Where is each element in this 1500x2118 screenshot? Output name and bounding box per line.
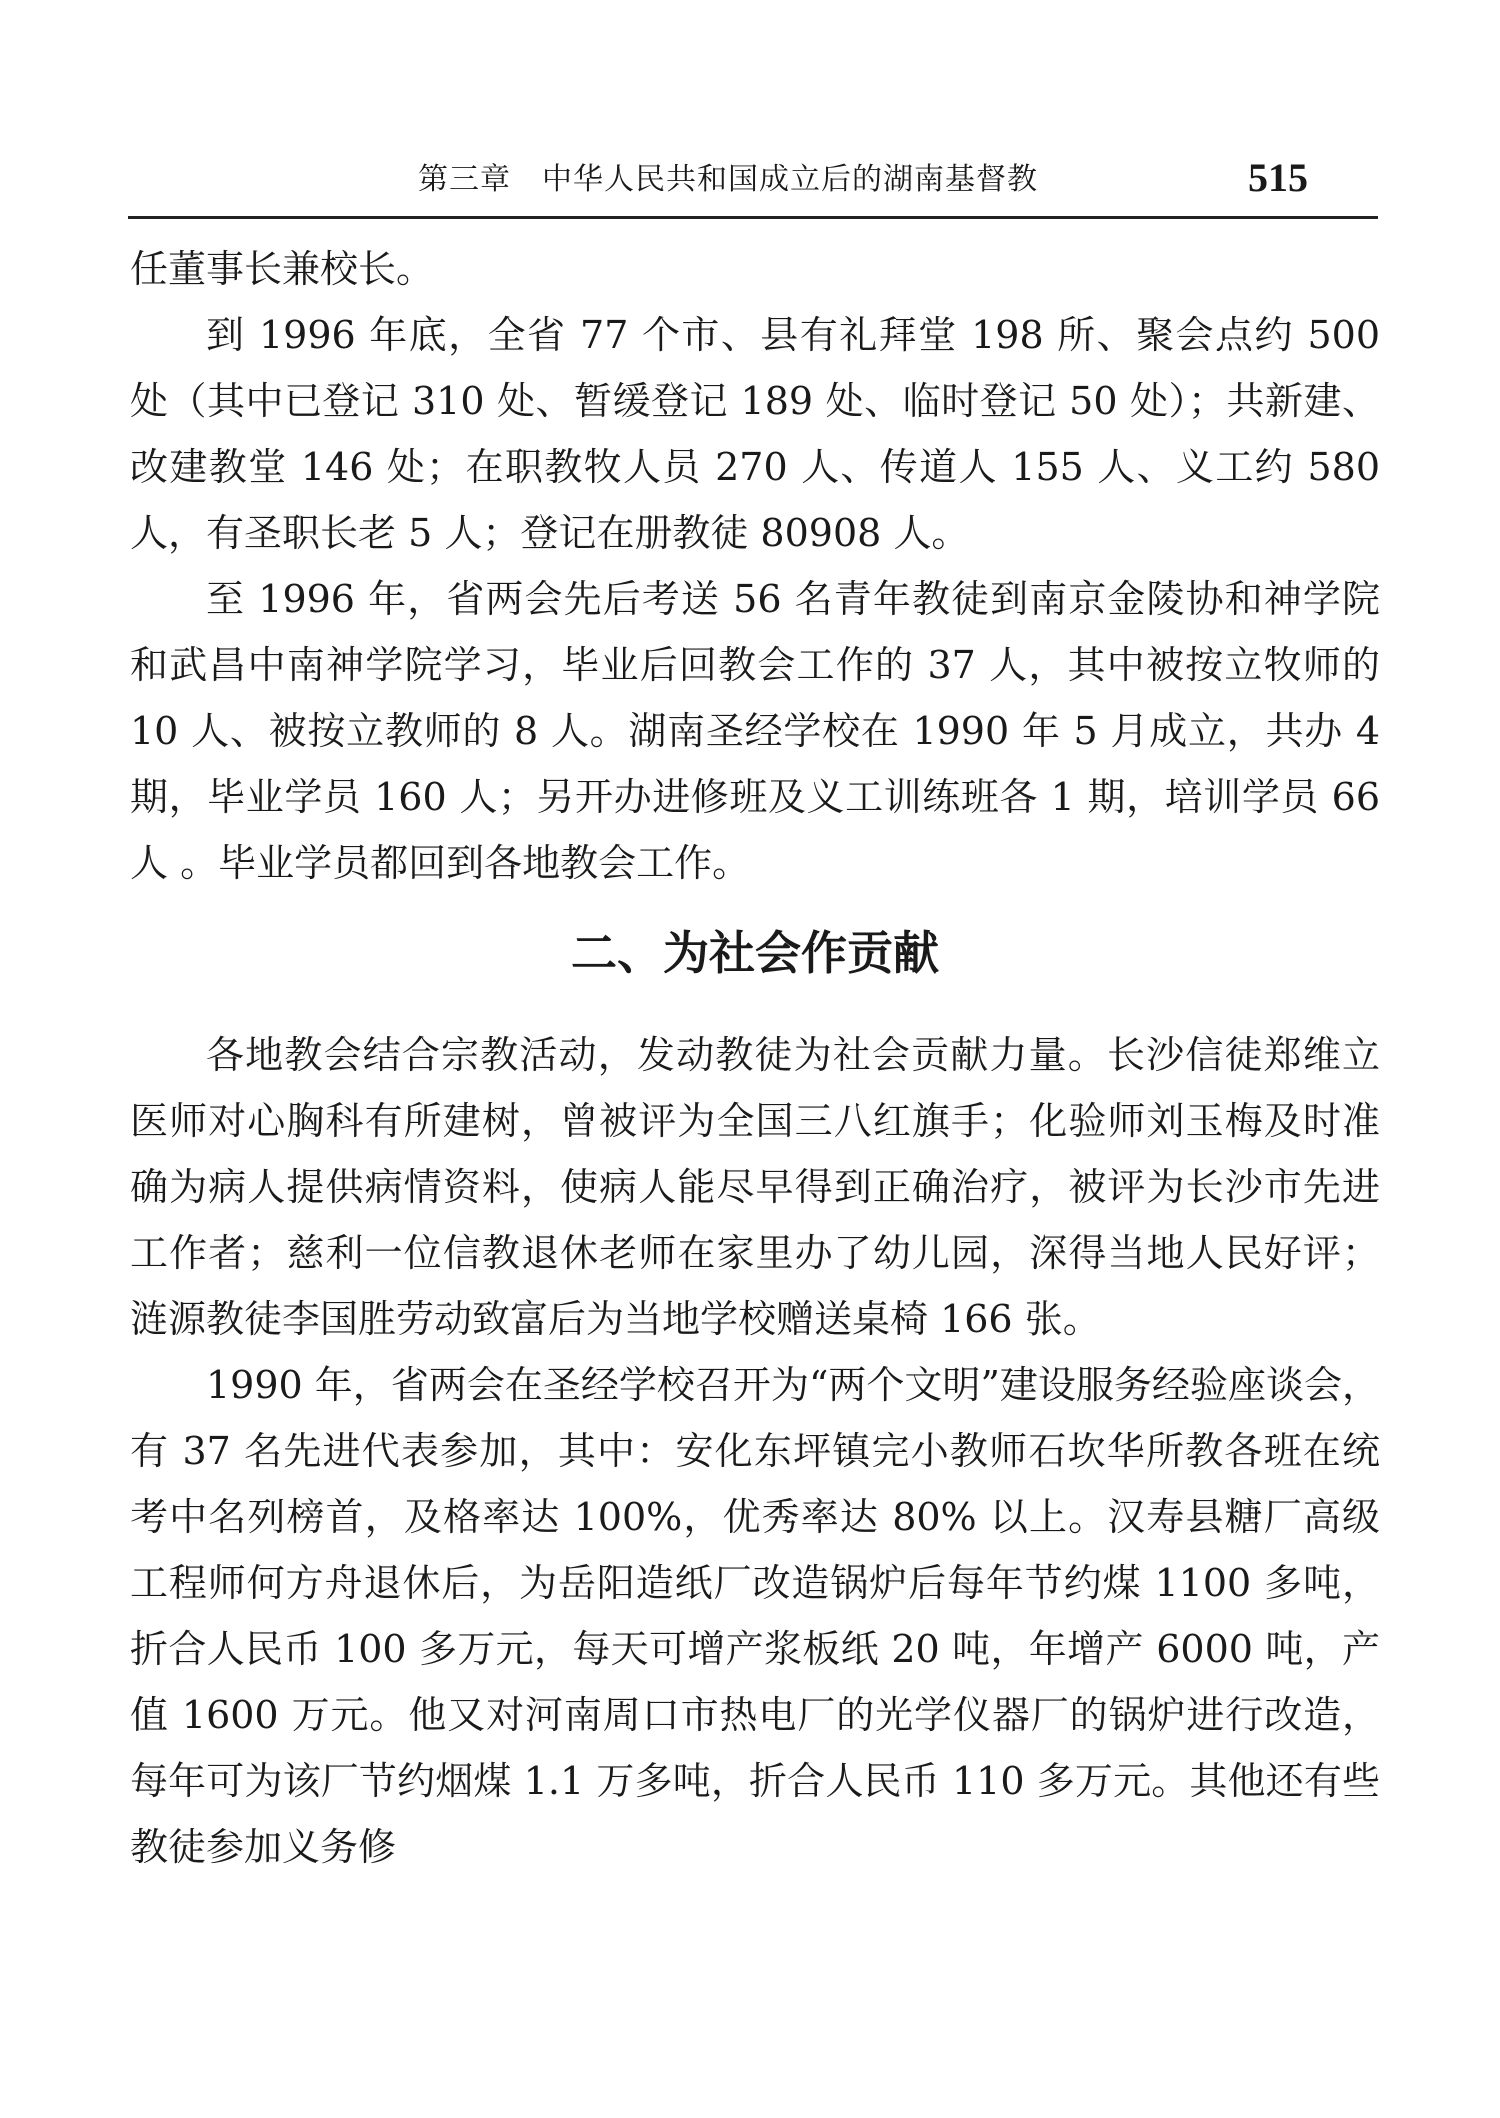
body-text xyxy=(130,236,1380,1880)
paragraph: 任董事长兼校长。 xyxy=(130,247,435,291)
header-divider xyxy=(128,216,1378,219)
paragraph: 到 1996 年底，全省 77 个市、县有礼拜堂 198 所、聚会点约 500 处（其中已登记 310 处、暂缓登记 189 处、临时登记 50 处）；共新建、改建教堂 146 处；在职教牧人员 270 人、传道人 155 人、义工约 580 人，有圣职长老 5 人；登记在册教徒 80908 人。 xyxy=(130,313,1380,555)
paragraph: 1990 年，省两会在圣经学校召开为“两个文明”建设服务经验座谈会，有 37 名先进代表参加，其中：安化东坪镇完小教师石坎华所教各班在统考中名列榜首，及格率达 100%，优秀率达 80% 以上。汉寿县糖厂高级工程师何方舟退休后，为岳阳造纸厂改造锅炉后每年节约煤 1100 多吨，折合人民币 100 多万元，每天可增产浆板纸 20 吨，年增产 6000 吨，产值 1600 万元。他又对河南周口市热电厂的光学仪器厂的锅炉进行改造，每年可为该厂节约烟煤 1.1 万多吨，折合人民币 110 多万元。其他还有些教徒参加义务修 xyxy=(130,1363,1380,1869)
section-heading: 二、为社会作贡献 xyxy=(571,926,939,980)
paragraph: 各地教会结合宗教活动，发动教徒为社会贡献力量。长沙信徒郑维立医师对心胸科有所建树，曾被评为全国三八红旗手；化验师刘玉梅及时准确为病人提供病情资料，使病人能尽早得到正确治疗，被评为长沙市先进工作者；慈利一位信教退休老师在家里办了幼儿园，深得当地人民好评；涟源教徒李国胜劳动致富后为当地学校赠送桌椅 166 张。 xyxy=(130,1033,1380,1341)
chapter-title: 第三章 中华人民共和国成立后的湖南基督教 xyxy=(418,162,1038,197)
paragraph: 至 1996 年，省两会先后考送 56 名青年教徒到南京金陵协和神学院和武昌中南神学院学习，毕业后回教会工作的 37 人，其中被按立牧师的 10 人、被按立教师的 8 人。湖南圣经学校在 1990 年 5 月成立，共办 4 期，毕业学员 160 人；另开办进修班及义工训练班各 1 期，培训学员 66 人 。毕业学员都回到各地教会工作。 xyxy=(130,577,1380,885)
page-header xyxy=(128,150,1378,210)
page-number: 515 xyxy=(1248,155,1308,200)
